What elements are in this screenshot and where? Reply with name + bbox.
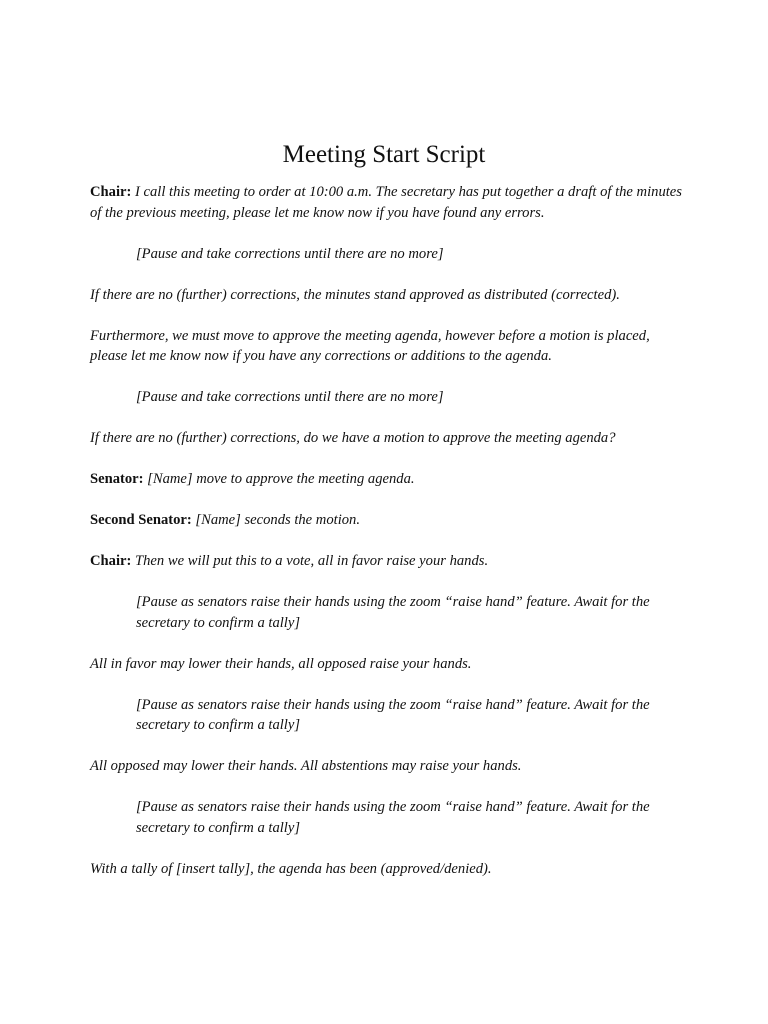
document-body <box>90 182 682 900</box>
paragraph-motion-request: If there are no (further) corrections, do we have a motion to approve the meeting agenda? <box>90 430 616 446</box>
paragraph-chair-call-to-order <box>90 182 682 223</box>
paragraph-text: Then we will put this to a vote, all in favor raise your hands. <box>135 553 489 569</box>
stage-direction: [Pause and take corrections until there are no more] <box>136 389 444 405</box>
speaker-label: Chair: <box>90 184 132 200</box>
stage-direction: [Pause and take corrections until there are no more] <box>136 245 444 262</box>
paragraph-text: I call this meeting to order at 10:00 a.m. The secretary has put together a draft of the minutes of the previous meeting, please let me know now if you have found any errors. <box>90 184 682 221</box>
paragraph-abstentions-vote: All opposed may lower their hands. All abstentions may raise your hands. <box>90 758 522 774</box>
speaker-label: Senator: <box>90 471 144 487</box>
stage-direction: [Pause as senators raise their hands using the zoom “raise hand” feature. Await for the secretary to confirm a tally] <box>136 594 650 631</box>
paragraph-chair-vote <box>90 551 682 572</box>
paragraph-minutes-approved: If there are no (further) corrections, the minutes stand approved as distributed (corrected). <box>90 286 620 303</box>
speaker-label: Second Senator: <box>90 512 192 528</box>
paragraph-second-senator <box>90 510 682 531</box>
paragraph-opposed-vote: All in favor may lower their hands, all opposed raise your hands. <box>90 655 472 672</box>
document-title: Meeting Start Script <box>282 141 486 168</box>
paragraph-tally-result: With a tally of [insert tally], the agenda has been (approved/denied). <box>90 860 492 877</box>
paragraph-senator-motion <box>90 469 682 490</box>
stage-direction: [Pause as senators raise their hands using the zoom “raise hand” feature. Await for the secretary to confirm a tally] <box>136 696 650 733</box>
paragraph-agenda-motion: Furthermore, we must move to approve the meeting agenda, however before a motion is placed, please let me know now if you have any corrections or additions to the agenda. <box>90 327 650 364</box>
speaker-label: Chair: <box>90 553 132 569</box>
paragraph-text: [Name] move to approve the meeting agenda. <box>147 471 415 487</box>
stage-direction: [Pause as senators raise their hands using the zoom “raise hand” feature. Await for the secretary to confirm a tally] <box>136 799 650 836</box>
paragraph-text: [Name] seconds the motion. <box>195 512 360 528</box>
